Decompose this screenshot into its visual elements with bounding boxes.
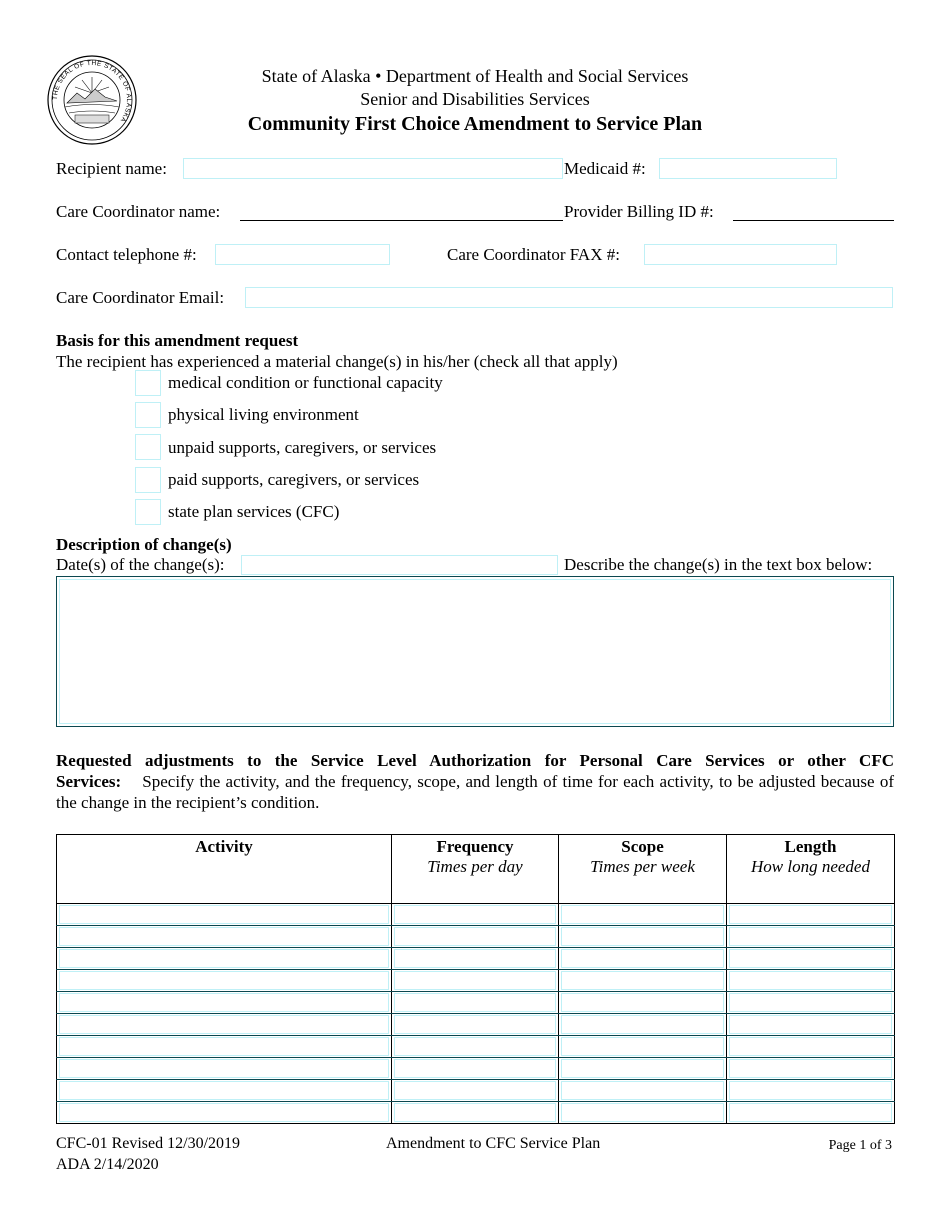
length-input[interactable]: [729, 927, 892, 946]
option-medical-condition: medical condition or functional capacity: [168, 373, 443, 392]
activity-input[interactable]: [59, 905, 389, 924]
description-heading: Description of change(s): [56, 535, 232, 554]
footer-title: Amendment to CFC Service Plan: [386, 1135, 601, 1152]
medicaid-input[interactable]: [659, 158, 837, 179]
page-number: Page 1 of 3: [828, 1138, 892, 1153]
page-title: Community First Choice Amendment to Service Plan: [247, 113, 703, 135]
care-coordinator-email-input[interactable]: [245, 287, 893, 308]
table-cell-length: [727, 904, 895, 926]
frequency-input[interactable]: [394, 949, 556, 968]
table-cell-scope: [559, 1014, 727, 1036]
table-cell-frequency: [392, 1036, 559, 1058]
column-header-scope: [559, 835, 727, 904]
table-row: [57, 1058, 895, 1080]
provider-billing-id-input[interactable]: [733, 200, 894, 221]
frequency-input[interactable]: [394, 905, 556, 924]
checkbox-paid-supports[interactable]: [135, 467, 161, 493]
length-input[interactable]: [729, 1081, 892, 1100]
table-cell-scope: [559, 1080, 727, 1102]
checkbox-state-plan-services[interactable]: [135, 499, 161, 525]
adjustments-table: [56, 834, 895, 1124]
table-cell-frequency: [392, 904, 559, 926]
activity-input[interactable]: [59, 927, 389, 946]
activity-input[interactable]: [59, 993, 389, 1012]
table-cell-frequency: [392, 970, 559, 992]
activity-input[interactable]: [59, 1103, 389, 1122]
basis-intro: The recipient has experienced a material change(s) in his/her (check all that apply): [56, 352, 618, 371]
table-row: [57, 1014, 895, 1036]
column-header-length: [727, 835, 895, 904]
checkbox-medical-condition[interactable]: [135, 370, 161, 396]
table-cell-frequency: [392, 1058, 559, 1080]
adjustments-table-body: [57, 904, 895, 1124]
table-cell-activity: [57, 1036, 392, 1058]
activity-input[interactable]: [59, 1015, 389, 1034]
frequency-input[interactable]: [394, 1081, 556, 1100]
table-cell-scope: [559, 926, 727, 948]
checkbox-unpaid-supports[interactable]: [135, 434, 161, 460]
table-cell-activity: [57, 1102, 392, 1124]
column-title-length: Length: [784, 837, 837, 856]
table-cell-activity: [57, 904, 392, 926]
option-state-plan-services: state plan services (CFC): [168, 502, 340, 521]
table-cell-scope: [559, 1036, 727, 1058]
recipient-name-input[interactable]: [183, 158, 563, 179]
contact-telephone-input[interactable]: [215, 244, 390, 265]
frequency-input[interactable]: [394, 927, 556, 946]
scope-input[interactable]: [561, 1081, 724, 1100]
table-cell-activity: [57, 1080, 392, 1102]
ada-date: ADA 2/14/2020: [56, 1156, 159, 1173]
form-id: CFC-01 Revised 12/30/2019: [56, 1135, 241, 1152]
option-unpaid-supports: unpaid supports, caregivers, or services: [168, 438, 437, 457]
table-cell-frequency: [392, 948, 559, 970]
table-cell-length: [727, 1036, 895, 1058]
describe-change-label: Describe the change(s) in the text box below:: [564, 555, 873, 574]
column-subtitle-scope: Times per week: [590, 857, 695, 876]
table-cell-activity: [57, 970, 392, 992]
table-cell-activity: [57, 1014, 392, 1036]
table-cell-activity: [57, 1058, 392, 1080]
seal-lettering: THE SEAL OF THE STATE OF ALASKA: [51, 59, 133, 124]
table-cell-scope: [559, 992, 727, 1014]
table-row: [57, 1102, 895, 1124]
frequency-input[interactable]: [394, 1015, 556, 1034]
change-dates-label: Date(s) of the change(s):: [56, 555, 225, 574]
table-cell-frequency: [392, 926, 559, 948]
activity-input[interactable]: [59, 949, 389, 968]
table-row: [57, 1080, 895, 1102]
table-cell-scope: [559, 1058, 727, 1080]
frequency-input[interactable]: [394, 1103, 556, 1122]
length-input[interactable]: [729, 905, 892, 924]
care-coordinator-email-label: Care Coordinator Email:: [56, 288, 225, 307]
column-header-activity: [57, 835, 392, 904]
table-row: [57, 992, 895, 1014]
scope-input[interactable]: [561, 1059, 724, 1078]
length-input[interactable]: [729, 993, 892, 1012]
care-coordinator-name-label: Care Coordinator name:: [56, 202, 221, 221]
table-cell-frequency: [392, 1102, 559, 1124]
frequency-input[interactable]: [394, 993, 556, 1012]
length-input[interactable]: [729, 1103, 892, 1122]
column-title-scope: Scope: [621, 837, 664, 856]
table-row: [57, 970, 895, 992]
length-input[interactable]: [729, 1037, 892, 1056]
table-cell-scope: [559, 970, 727, 992]
header-division: Senior and Disabilities Services: [360, 89, 590, 109]
scope-input[interactable]: [561, 905, 724, 924]
table-row: [57, 948, 895, 970]
header-department: State of Alaska • Department of Health and Social Services: [261, 66, 689, 86]
description-textbox[interactable]: [59, 579, 891, 724]
table-row: [57, 904, 895, 926]
activity-input[interactable]: [59, 1081, 389, 1100]
table-cell-activity: [57, 926, 392, 948]
table-cell-activity: [57, 948, 392, 970]
adjustments-paragraph: [56, 750, 894, 813]
length-input[interactable]: [729, 971, 892, 990]
column-title-activity: Activity: [195, 837, 253, 856]
scope-input[interactable]: [561, 993, 724, 1012]
table-row: [57, 1036, 895, 1058]
length-input[interactable]: [729, 1059, 892, 1078]
table-cell-scope: [559, 904, 727, 926]
scope-input[interactable]: [561, 1103, 724, 1122]
column-title-frequency: Frequency: [436, 837, 514, 856]
length-input[interactable]: [729, 949, 892, 968]
recipient-name-label: Recipient name:: [56, 159, 167, 178]
table-cell-frequency: [392, 1014, 559, 1036]
adjustments-heading: Requested adjustments to the Service Level Authorization for Personal Care Services or other CFC Services:: [56, 751, 894, 791]
length-input[interactable]: [729, 1015, 892, 1034]
table-cell-length: [727, 1014, 895, 1036]
option-paid-supports: paid supports, caregivers, or services: [168, 470, 420, 489]
frequency-input[interactable]: [394, 1037, 556, 1056]
table-cell-length: [727, 970, 895, 992]
table-row: [57, 926, 895, 948]
activity-input[interactable]: [59, 1037, 389, 1056]
scope-input[interactable]: [561, 1015, 724, 1034]
change-dates-input[interactable]: [241, 555, 558, 575]
table-cell-scope: [559, 1102, 727, 1124]
care-coordinator-fax-input[interactable]: [644, 244, 837, 265]
care-coordinator-name-input[interactable]: [240, 200, 563, 221]
medicaid-label: Medicaid #:: [564, 159, 646, 178]
contact-telephone-label: Contact telephone #:: [56, 245, 197, 264]
column-subtitle-length: How long needed: [751, 857, 870, 876]
checkbox-physical-environment[interactable]: [135, 402, 161, 428]
scope-input[interactable]: [561, 1037, 724, 1056]
basis-heading: Basis for this amendment request: [56, 331, 299, 350]
table-cell-frequency: [392, 1080, 559, 1102]
column-header-frequency: [392, 835, 559, 904]
table-cell-length: [727, 1080, 895, 1102]
activity-input[interactable]: [59, 1059, 389, 1078]
table-cell-scope: [559, 948, 727, 970]
column-subtitle-frequency: Times per day: [427, 857, 523, 876]
frequency-input[interactable]: [394, 1059, 556, 1078]
provider-billing-id-label: Provider Billing ID #:: [564, 202, 714, 221]
table-cell-length: [727, 948, 895, 970]
care-coordinator-fax-label: Care Coordinator FAX #:: [447, 245, 620, 264]
table-cell-length: [727, 1102, 895, 1124]
scope-input[interactable]: [561, 971, 724, 990]
alaska-state-seal: [45, 55, 139, 145]
scope-input[interactable]: [561, 949, 724, 968]
table-cell-length: [727, 1058, 895, 1080]
table-cell-length: [727, 926, 895, 948]
option-physical-environment: physical living environment: [168, 405, 359, 424]
table-cell-length: [727, 992, 895, 1014]
activity-input[interactable]: [59, 971, 389, 990]
table-cell-frequency: [392, 992, 559, 1014]
scope-input[interactable]: [561, 927, 724, 946]
frequency-input[interactable]: [394, 971, 556, 990]
table-cell-activity: [57, 992, 392, 1014]
adjustments-instructions: Specify the activity, and the frequency, scope, and length of time for each activity, to be adjusted because of the change in the recipient’s condition.: [56, 772, 894, 812]
